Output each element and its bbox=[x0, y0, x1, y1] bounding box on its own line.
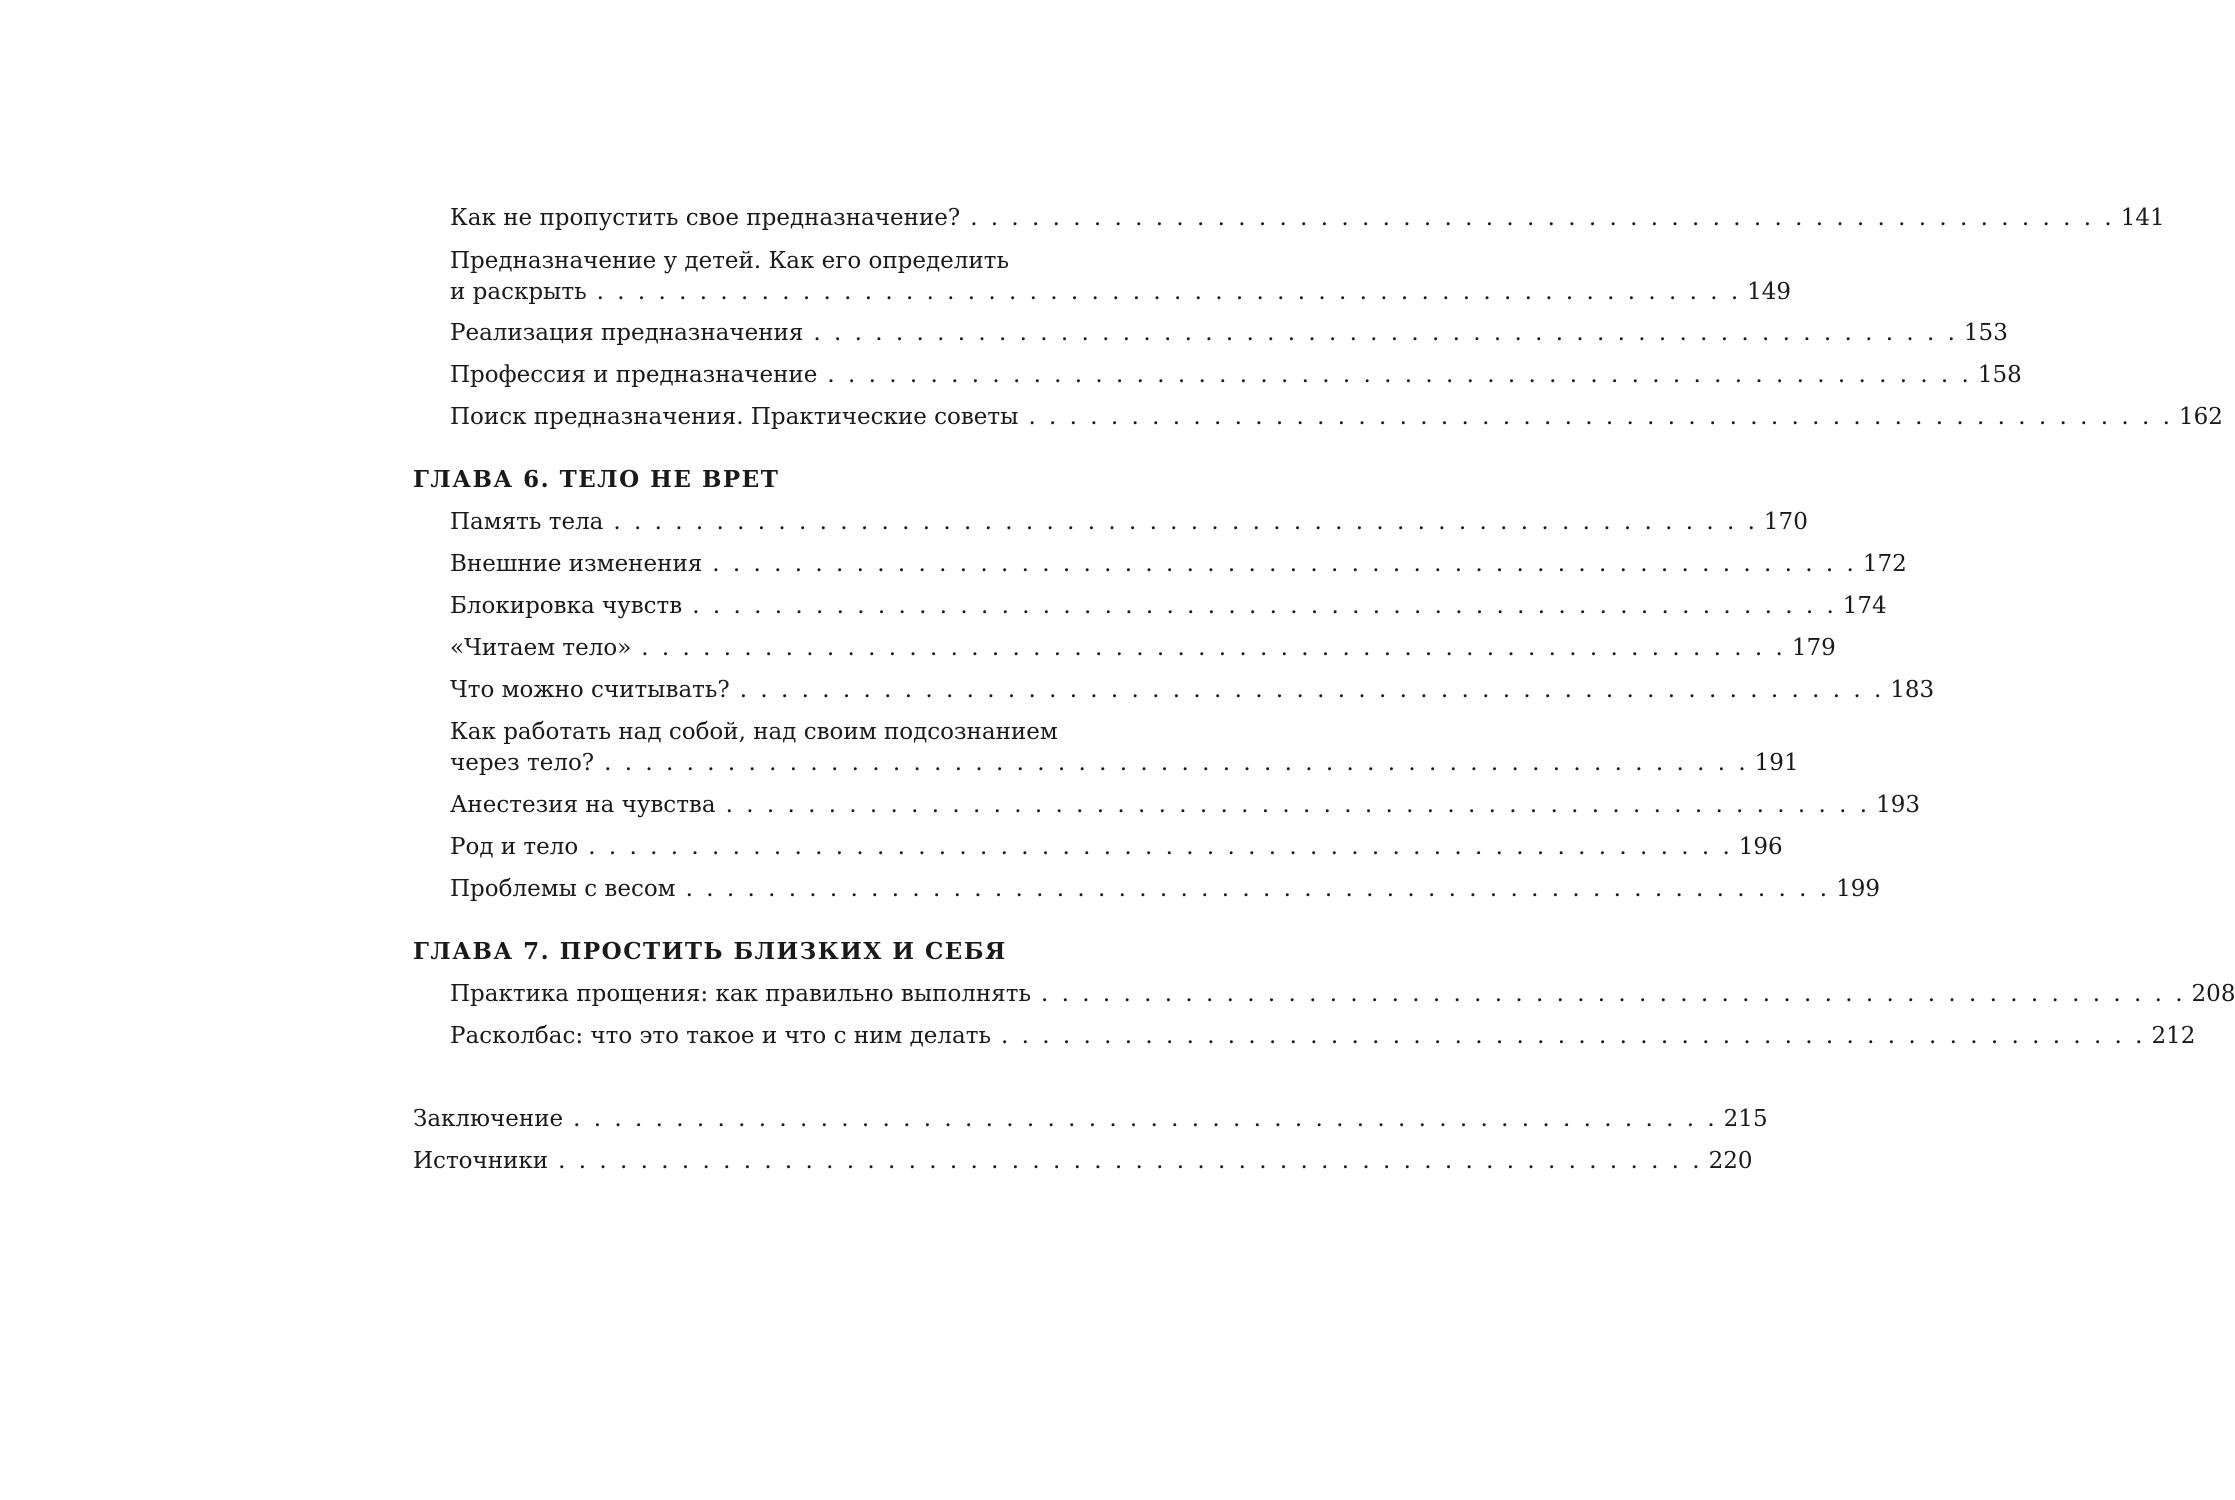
toc-entry[interactable] bbox=[450, 633, 1836, 664]
toc-page-number: 179 bbox=[1791, 635, 1836, 661]
toc-page-number: 162 bbox=[2178, 404, 2223, 430]
toc-entry-title: Как работать над собой, над своим подсознанием bbox=[450, 719, 1058, 745]
dot-leader: . . . . . . . . . . . . . . . . . . . . . . . . . . . . . . . . . . . . . . . . . . . . . . . . . . . . . . . . bbox=[588, 834, 1733, 860]
toc-entry-title: Реализация предназначения bbox=[450, 320, 804, 346]
toc-entry-title-continued: и раскрыть bbox=[450, 279, 587, 305]
toc-entry[interactable] bbox=[450, 1021, 2196, 1052]
dot-leader: . . . . . . . . . . . . . . . . . . . . . . . . . . . . . . . . . . . . . . . . . . . . . . . . . . . . . . . . bbox=[739, 677, 1885, 703]
toc-page-number: 193 bbox=[1876, 792, 1921, 818]
dot-leader: . . . . . . . . . . . . . . . . . . . . . . . . . . . . . . . . . . . . . . . . . . . . . . . . . . . . . . . . bbox=[1041, 981, 2186, 1007]
toc-page-number: 141 bbox=[2120, 205, 2165, 231]
toc-page-number: 158 bbox=[1977, 362, 2022, 388]
dot-leader: . . . . . . . . . . . . . . . . . . . . . . . . . . . . . . . . . . . . . . . . . . . . . . . . . . . . . . . . bbox=[604, 750, 1749, 776]
toc-entry[interactable] bbox=[450, 874, 1881, 905]
dot-leader: . . . . . . . . . . . . . . . . . . . . . . . . . . . . . . . . . . . . . . . . . . . . . . . . . . . . . . . . bbox=[685, 876, 1831, 902]
dot-leader: . . . . . . . . . . . . . . . . . . . . . . . . . . . . . . . . . . . . . . . . . . . . . . . . . . . . . . . . bbox=[970, 205, 2115, 231]
dot-leader: . . . . . . . . . . . . . . . . . . . . . . . . . . . . . . . . . . . . . . . . . . . . . . . . . . . . . . . . bbox=[596, 279, 1742, 305]
toc-entry[interactable] bbox=[450, 832, 1783, 863]
toc-entry[interactable] bbox=[450, 360, 2022, 391]
toc-entry-title: Внешние изменения bbox=[450, 551, 703, 577]
toc-entry-title: Память тела bbox=[450, 509, 604, 535]
toc-page-number: 191 bbox=[1754, 750, 1799, 776]
toc-entry[interactable] bbox=[413, 1146, 1753, 1177]
toc-entry-title: «Читаем тело» bbox=[450, 635, 632, 661]
toc-page-number: 215 bbox=[1723, 1106, 1768, 1132]
dot-leader: . . . . . . . . . . . . . . . . . . . . . . . . . . . . . . . . . . . . . . . . . . . . . . . . . . . . . . . . bbox=[558, 1148, 1703, 1174]
toc-entry-title-continued: через тело? bbox=[450, 750, 595, 776]
dot-leader: . . . . . . . . . . . . . . . . . . . . . . . . . . . . . . . . . . . . . . . . . . . . . . . . . . . . . . . . bbox=[827, 362, 1972, 388]
toc-entry[interactable] bbox=[450, 675, 1935, 706]
toc-entry[interactable] bbox=[450, 203, 2165, 234]
toc-entry[interactable] bbox=[450, 549, 1907, 580]
toc-entry[interactable] bbox=[450, 246, 1792, 308]
dot-leader: . . . . . . . . . . . . . . . . . . . . . . . . . . . . . . . . . . . . . . . . . . . . . . . . . . . . . . . . bbox=[573, 1106, 1718, 1132]
toc-entry[interactable] bbox=[450, 402, 2223, 433]
toc-page-number: 208 bbox=[2191, 981, 2235, 1007]
toc-entry[interactable] bbox=[413, 1104, 1768, 1135]
toc-entry-title: Заключение bbox=[413, 1106, 564, 1132]
toc-entry-title: Анестезия на чувства bbox=[450, 792, 716, 818]
toc-entry-title: Практика прощения: как правильно выполнять bbox=[450, 981, 1032, 1007]
dot-leader: . . . . . . . . . . . . . . . . . . . . . . . . . . . . . . . . . . . . . . . . . . . . . . . . . . . . . . . . bbox=[725, 792, 1871, 818]
toc-entry-title: Поиск предназначения. Практические советы bbox=[450, 404, 1019, 430]
toc-page-number: 199 bbox=[1836, 876, 1881, 902]
toc-page-number: 212 bbox=[2151, 1023, 2196, 1049]
toc-entry-title: Проблемы с весом bbox=[450, 876, 676, 902]
chapter-heading[interactable]: ГЛАВА 7. ПРОСТИТЬ БЛИЗКИХ И СЕБЯ bbox=[413, 938, 1007, 965]
dot-leader: . . . . . . . . . . . . . . . . . . . . . . . . . . . . . . . . . . . . . . . . . . . . . . . . . . . . . . . . bbox=[813, 320, 1958, 346]
toc-entry-title: Блокировка чувств bbox=[450, 593, 683, 619]
toc-page-number: 220 bbox=[1708, 1148, 1753, 1174]
dot-leader: . . . . . . . . . . . . . . . . . . . . . . . . . . . . . . . . . . . . . . . . . . . . . . . . . . . . . . . . bbox=[712, 551, 1857, 577]
toc-entry[interactable] bbox=[450, 507, 1808, 538]
toc-page-number: 149 bbox=[1747, 279, 1792, 305]
toc-entry-title: Расколбас: что это такое и что с ним делать bbox=[450, 1023, 991, 1049]
toc-page-number: 170 bbox=[1763, 509, 1808, 535]
toc-entry[interactable] bbox=[450, 318, 2008, 349]
dot-leader: . . . . . . . . . . . . . . . . . . . . . . . . . . . . . . . . . . . . . . . . . . . . . . . . . . . . . . . . bbox=[1028, 404, 2173, 430]
toc-page-number: 196 bbox=[1738, 834, 1783, 860]
toc-page-number: 183 bbox=[1890, 677, 1935, 703]
toc-entry[interactable] bbox=[450, 790, 1921, 821]
toc-entry[interactable] bbox=[450, 717, 1799, 779]
chapter-heading[interactable]: ГЛАВА 6. ТЕЛО НЕ ВРЕТ bbox=[413, 466, 780, 493]
toc-entry-title: Предназначение у детей. Как его определить bbox=[450, 248, 1009, 274]
dot-leader: . . . . . . . . . . . . . . . . . . . . . . . . . . . . . . . . . . . . . . . . . . . . . . . . . . . . . . . . bbox=[692, 593, 1837, 619]
toc-page-number: 172 bbox=[1862, 551, 1907, 577]
toc-entry-title: Источники bbox=[413, 1148, 549, 1174]
toc-entry-title: Что можно считывать? bbox=[450, 677, 730, 703]
dot-leader: . . . . . . . . . . . . . . . . . . . . . . . . . . . . . . . . . . . . . . . . . . . . . . . . . . . . . . . . bbox=[1000, 1023, 2146, 1049]
toc-entry-title: Род и тело bbox=[450, 834, 579, 860]
dot-leader: . . . . . . . . . . . . . . . . . . . . . . . . . . . . . . . . . . . . . . . . . . . . . . . . . . . . . . . . bbox=[641, 635, 1786, 661]
dot-leader: . . . . . . . . . . . . . . . . . . . . . . . . . . . . . . . . . . . . . . . . . . . . . . . . . . . . . . . . bbox=[613, 509, 1758, 535]
toc-page-number: 153 bbox=[1963, 320, 2008, 346]
toc-entry-title: Профессия и предназначение bbox=[450, 362, 818, 388]
toc-entry[interactable] bbox=[450, 591, 1887, 622]
toc-page-number: 174 bbox=[1842, 593, 1887, 619]
toc-entry[interactable] bbox=[450, 979, 2235, 1010]
toc-entry-title: Как не пропустить свое предназначение? bbox=[450, 205, 961, 231]
